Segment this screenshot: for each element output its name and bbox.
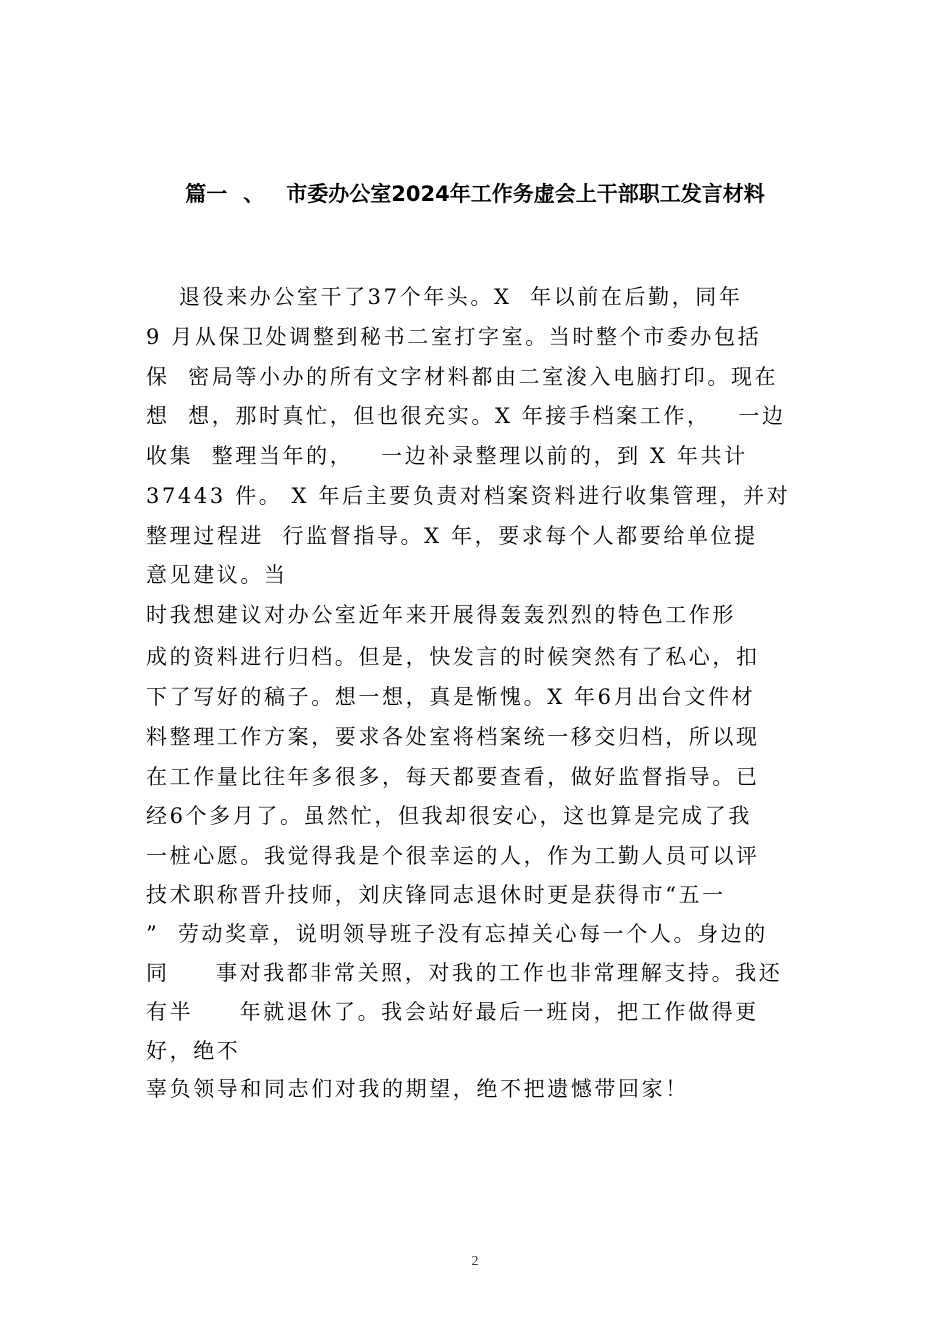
text-line: 在工作量比往年多很多，每天都要查看，做好监督指导。已 (146, 765, 760, 789)
text-line: 一桩心愿。我觉得我是个很幸运的人，作为工勤人员可以评 (146, 844, 760, 868)
text-line: 退役来办公室干了37个年头。X 年以前在后勤，同年 (146, 285, 743, 309)
text-line: 37443 件。 X 年后主要负责对档案资料进行收集管理，并对 (146, 484, 791, 508)
text-line: 经6个多月了。虽然忙，但我却很安心，这也算是完成了我 (146, 804, 752, 828)
text-line: 下了写好的稿子。想一想，真是惭愧。X 年6月出台文件材 (146, 685, 756, 709)
text-line: 有半 年就退休了。我会站好最后一班岗，把工作做得更 (146, 1000, 759, 1024)
page-number: 2 (471, 1254, 479, 1269)
text-line: 想 想，那时真忙，但也很充实。X 年接手档案工作， 一边 (146, 404, 786, 428)
title-text: 市委办公室2024年工作务虚会上干部职工发言材料 (286, 182, 765, 206)
text-line: 技术职称晋升技师，刘庆锋同志退休时更是获得市“五一 (146, 883, 726, 907)
text-line: 好，绝不 (146, 1039, 241, 1063)
text-line: 9 月从保卫处调整到秘书二室打字室。当时整个市委办包括 (146, 325, 762, 349)
text-line: 辜负领导和同志们对我的期望，绝不把遗憾带回家！ (146, 1077, 689, 1101)
text-line: 保 密局等小办的所有文字材料都由二室浚入电脑打印。现在 (146, 365, 779, 389)
title-part-label: 篇一 (185, 182, 228, 206)
text-line: 料整理工作方案，要求各处室将档案统一移交归档，所以现 (146, 725, 760, 749)
text-line: 整理过程进 行监督指导。X 年，要求每个人都要给单位提 (146, 524, 758, 548)
text-line: 收集 整理当年的， 一边补录整理以前的，到 X 年共计 (146, 444, 748, 468)
text-line: 意见建议。当 (146, 563, 288, 587)
text-line: ” 劳动奖章，说明领导班子没有忘掉关心每一个人。身边的 (146, 922, 768, 946)
document-title (0, 178, 950, 210)
text-line: 时我想建议对办公室近年来开展得轰轰烈烈的特色工作形 (146, 603, 736, 627)
text-line: 同 事对我都非常关照，对我的工作也非常理解支持。我还 (146, 961, 783, 985)
text-line: 成的资料进行归档。但是，快发言的时候突然有了私心，扣 (146, 645, 760, 669)
title-separator: 、 (243, 182, 265, 206)
